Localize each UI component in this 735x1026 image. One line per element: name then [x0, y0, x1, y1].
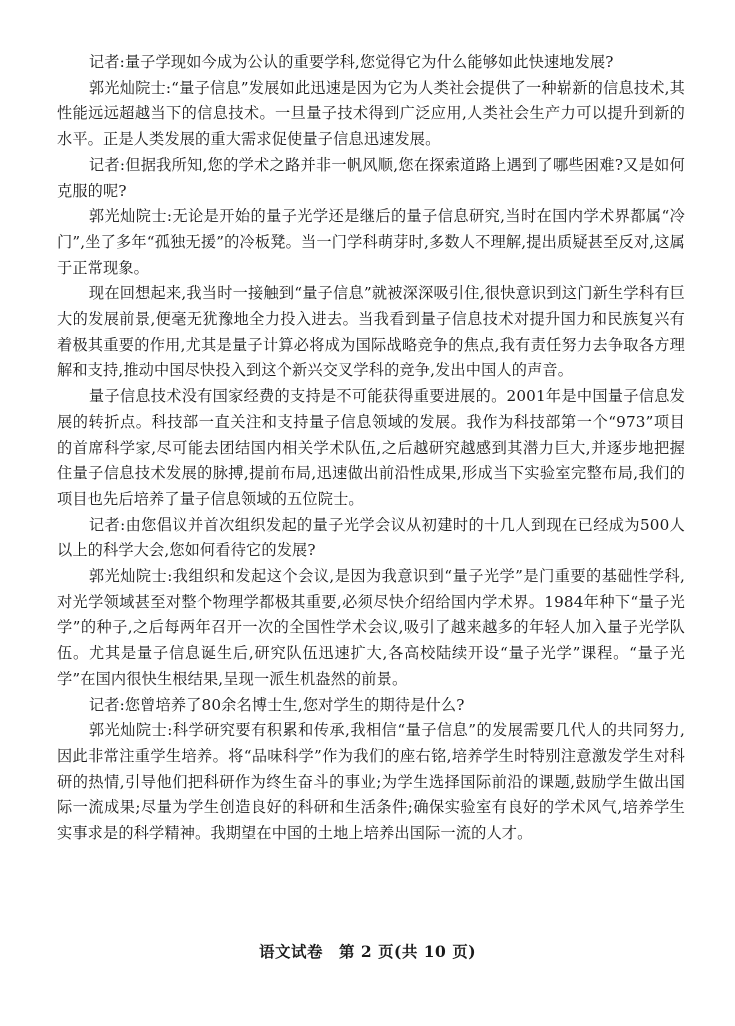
- paragraph-7: 记者:由您倡议并首次组织发起的量子光学会议从初建时的十几人到现在已经成为500人以上的科学大会,您如何看待它的发展?: [57, 515, 685, 560]
- paragraph-1: 记者:量子学现如今成为公认的重要学科,您觉得它为什么能够如此快速地发展?: [88, 53, 614, 71]
- paragraph-3: 记者:但据我所知,您的学术之路并非一帆风顺,您在探索道路上遇到了哪些困难?又是如何克服的呢?: [57, 155, 685, 200]
- paragraph-10: 郭光灿院士:科学研究要有积累和传承,我相信“量子信息”的发展需要几代人的共同努力,因此非常注重学生培养。将“品味科学”作为我们的座右铭,培养学生时特别注意激发学生对科研的热情,引导他们把科研作为终生奋斗的事业;为学生选择国际前沿的课题,鼓励学生做出国际一流成果;尽量为学生创造良好的科研和生活条件;确保实验室有良好的学术风气,培养学生实事求是的科学精神。我期望在中国的土地上培养出国际一流的人才。: [57, 721, 685, 843]
- paragraph-5: 现在回想起来,我当时一接触到“量子信息”就被深深吸引住,很快意识到这门新生学科有巨大的发展前景,便毫无犹豫地全力投入进去。当我看到量子信息技术对提升国力和民族复兴有着极其重要的作用,尤其是量子计算必将成为国际战略竞争的焦点,我有责任努力去争取各方理解和支持,推动中国尽快投入到这个新兴交叉学科的竞争,发出中国人的声音。: [57, 284, 685, 380]
- paragraph-8: 郭光灿院士:我组织和发起这个会议,是因为我意识到“量子光学”是门重要的基础性学科,对光学领域甚至对整个物理学都极其重要,必须尽快介绍给国内学术界。1984年种下“量子光学”的种子,之后每两年召开一次的全国性学术会议,吸引了越来越多的年轻人加入量子光学队伍。尤其是量子信息诞生后,研究队伍迅速扩大,各高校陆续开设“量子光学”课程。“量子光学”在国内很快生根结果,呈现一派生机盎然的前景。: [57, 567, 685, 688]
- paragraph-4: 郭光灿院士:无论是开始的量子光学还是继后的量子信息研究,当时在国内学术界都属“冷门”,坐了多年“孤独无援”的冷板凳。当一门学科萌芽时,多数人不理解,提出质疑甚至反对,这属于正常现象。: [57, 207, 685, 277]
- page-footer: 语文试卷 第 2 页(共 10 页): [258, 942, 477, 961]
- paragraph-9: 记者:您曾培养了80余名博士生,您对学生的期待是什么?: [88, 695, 465, 714]
- paragraph-2: 郭光灿院士:“量子信息”发展如此迅速是因为它为人类社会提供了一种崭新的信息技术,其性能远远超越当下的信息技术。一旦量子技术得到广泛应用,人类社会生产力可以提升到新的水平。正是人类发展的重大需求促使量子信息迅速发展。: [57, 78, 685, 149]
- paragraph-6: 量子信息技术没有国家经费的支持是不可能获得重要进展的。2001年是中国量子信息发展的转折点。科技部一直关注和支持量子信息领域的发展。我作为科技部第一个“973”项目的首席科学家,尽可能去团结国内相关学术队伍,之后越研究越感到其潜力巨大,并逐步地把握住量子信息技术发展的脉搏,提前布局,迅速做出前沿性成果,形成当下实验室完整布局,我们的项目也先后培养了量子信息领域的五位院士。: [57, 387, 685, 508]
- document-body: [57, 50, 685, 847]
